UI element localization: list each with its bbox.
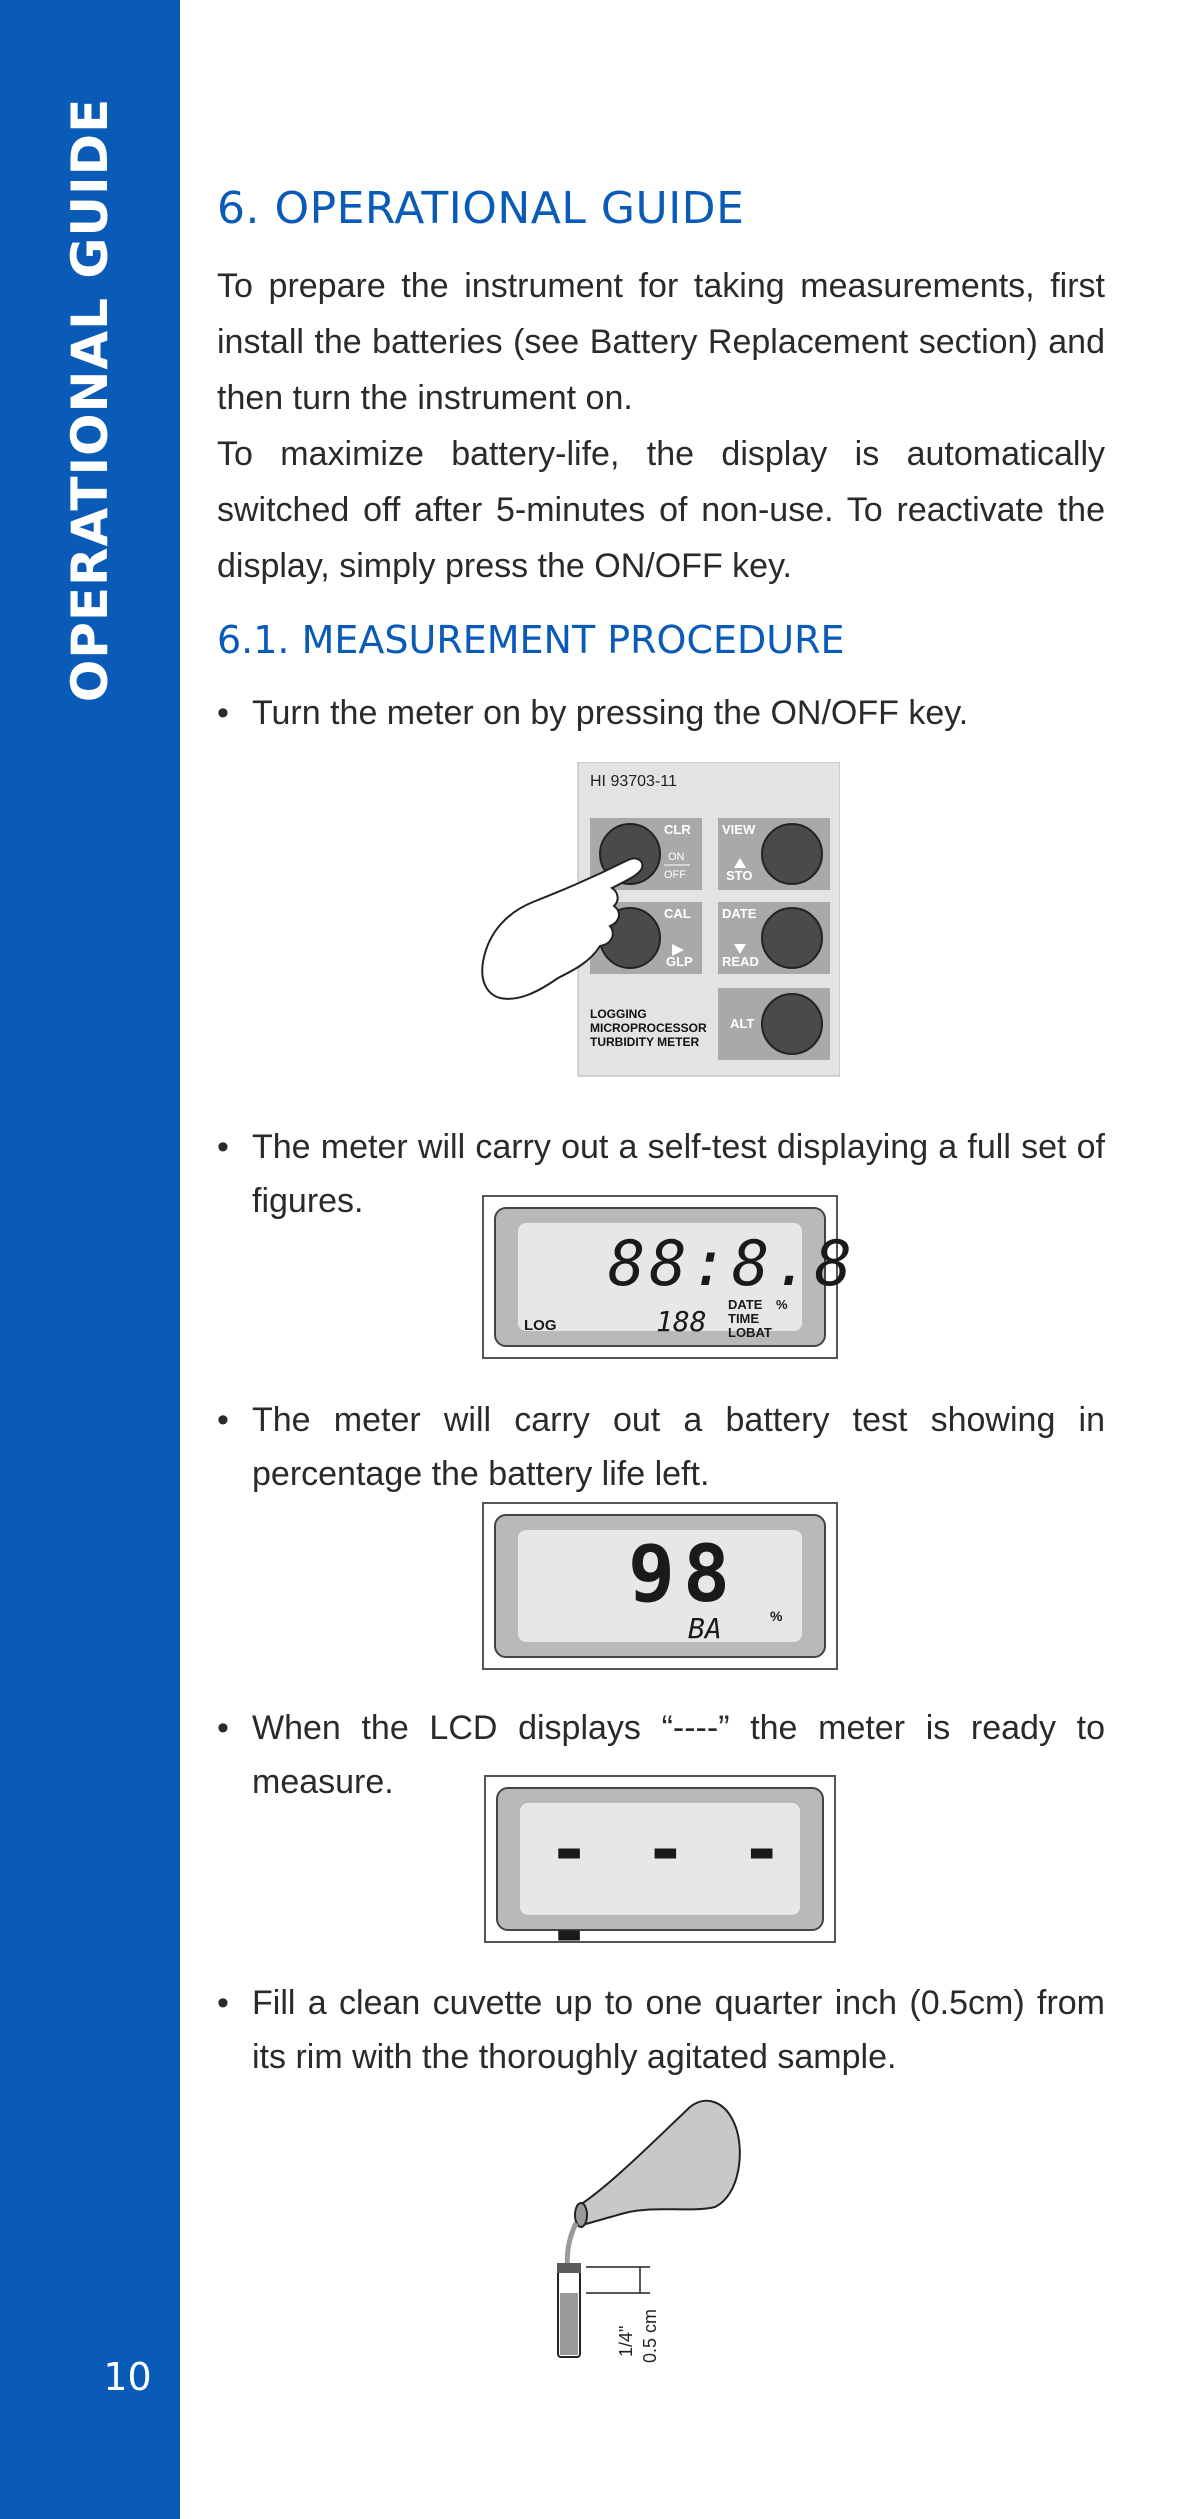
bullet-text: The meter will carry out a self-test displaying a full set of figures. [252, 1128, 1105, 1220]
bullet-text: The meter will carry out a battery test showing in percentage the battery life left. [252, 1401, 1105, 1493]
bullet-item [217, 686, 1105, 740]
bullet-marker: • [217, 1984, 229, 2022]
key-view-label: VIEW [722, 822, 756, 837]
section-heading: 6. OPERATIONAL GUIDE [217, 183, 745, 234]
lcd-ready-display [484, 1775, 836, 1973]
key-read-label: READ [722, 954, 759, 969]
lcd-small-digits: 188 [656, 1305, 707, 1338]
device-label-line-3: TURBIDITY METER [590, 1035, 700, 1049]
key-on-label: ON [668, 851, 685, 863]
key-alt-label: ALT [730, 1016, 755, 1031]
cuvette-illustration [540, 2095, 770, 2375]
lcd-date-indicator: DATE [728, 1297, 763, 1312]
flask-icon [580, 2101, 740, 2225]
intro-paragraph-2: To maximize battery-life, the display is automatically switched off after 5-minutes of non-use. To reactivate the display, simply press the ON/OFF key. [217, 435, 1105, 585]
keypad-illustration [478, 762, 840, 1080]
lcd-battery-percent: % [770, 1608, 783, 1624]
key-off-label: OFF [664, 869, 686, 881]
lcd-percent-indicator: % [776, 1297, 788, 1312]
intro-paragraph-1: To prepare the instrument for taking measurements, first install the batteries (see Battery Replacement section) and then turn the instrument on. [217, 267, 1105, 417]
cuvette-metric-label: 0.5 cm [640, 2308, 660, 2363]
sidebar [0, 0, 180, 2519]
bullet-item [217, 1976, 1105, 2084]
bullet-text: Fill a clean cuvette up to one quarter inch (0.5cm) from its rim with the thoroughly agitated sample. [252, 1984, 1105, 2076]
subsection-heading: 6.1. MEASUREMENT PROCEDURE [217, 618, 845, 662]
bullet-text: When the LCD displays “----” the meter is ready to measure. [252, 1709, 1105, 1801]
cuvette-fraction-label: 1/4" [616, 2325, 636, 2357]
keypad-svg [478, 762, 840, 1080]
keypad-model: HI 93703-11 [590, 773, 677, 790]
key-cal-label: CAL [664, 906, 691, 921]
device-label-line-1: LOGGING [590, 1007, 647, 1021]
lcd-battery-display [482, 1502, 838, 1670]
page-number: 10 [103, 2355, 152, 2399]
lcd-main-digits: 88:8.8 [608, 1227, 856, 1300]
lcd-battery-digits: 98 [628, 1530, 738, 1620]
lcd-lobat-indicator: LOBAT [728, 1325, 772, 1340]
key-date-label: DATE [722, 906, 757, 921]
sidebar-section-title: OPERATIONAL GUIDE [61, 97, 119, 703]
device-label-line-2: MICROPROCESSOR [590, 1021, 707, 1035]
key-clr-label: CLR [664, 822, 691, 837]
lcd-time-indicator: TIME [728, 1311, 760, 1326]
key-sto-label: STO [726, 868, 753, 883]
lcd-selftest-display [482, 1195, 856, 1359]
bullet-marker: • [217, 1709, 229, 1747]
bullet-marker: • [217, 1128, 229, 1166]
lcd-ready-dashes: - - - - [548, 1809, 789, 1973]
key-glp-label: GLP [666, 954, 693, 969]
bullet-text: Turn the meter on by pressing the ON/OFF key. [252, 694, 969, 732]
bullet-marker: • [217, 1401, 229, 1439]
bullet-marker: • [217, 694, 229, 732]
lcd-log-indicator: LOG [524, 1317, 557, 1334]
bullet-item [217, 1393, 1105, 1501]
lcd-battery-label: BA [688, 1612, 722, 1645]
